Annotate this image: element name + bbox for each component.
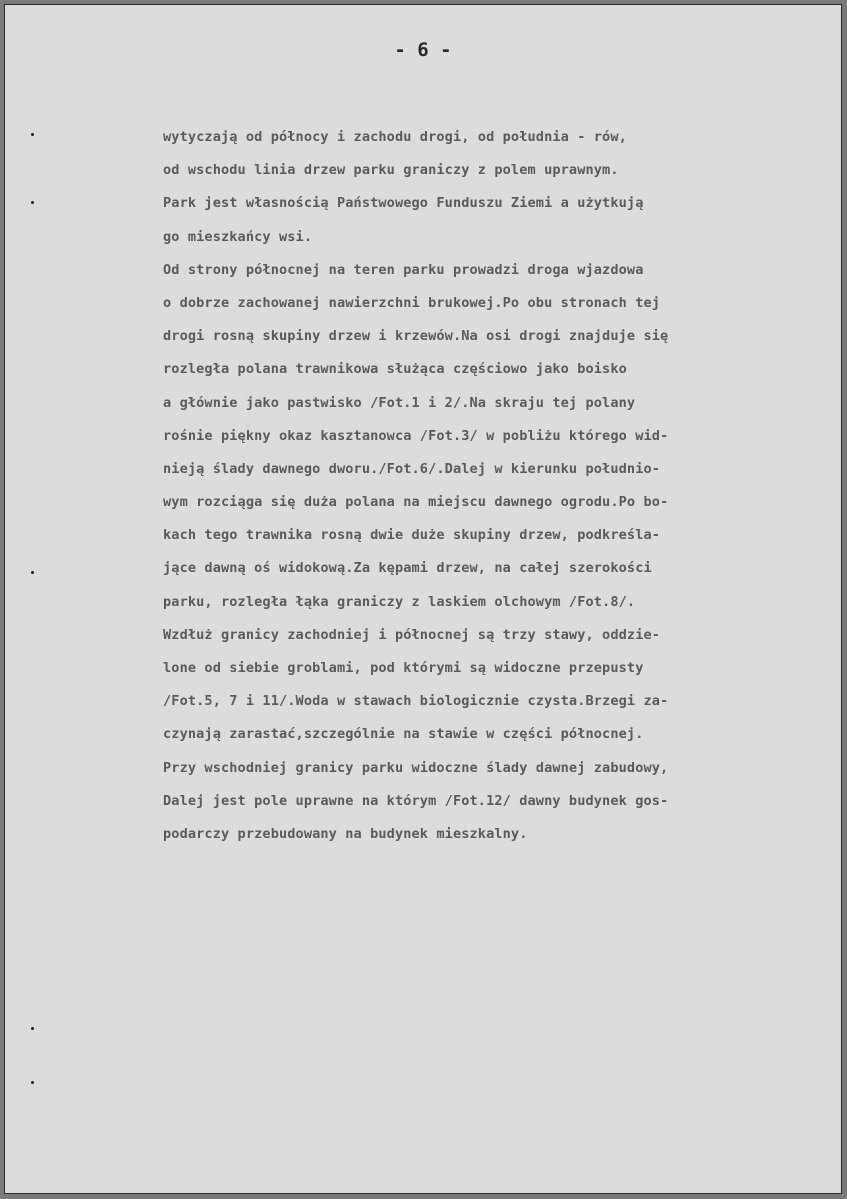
text-line: Przy wschodniej granicy parku widoczne ślady dawnej zabudowy, bbox=[163, 759, 669, 776]
text-line: drogi rosną skupiny drzew i krzewów.Na osi drogi znajduje się bbox=[163, 328, 669, 345]
text-line: wym rozciąga się duża polana na miejscu dawnego ogrodu.Po bo- bbox=[163, 494, 669, 511]
margin-dot bbox=[31, 133, 34, 136]
text-line: rozległa polana trawnikowa służąca częściowo jako boisko bbox=[163, 361, 627, 378]
text-line: lone od siebie groblami, pod którymi są widoczne przepusty bbox=[163, 660, 644, 676]
text-line: o dobrze zachowanej nawierzchni brukowej.Po obu stronach tej bbox=[163, 294, 661, 311]
text-line: kach tego trawnika rosną dwie duże skupiny drzew, podkreśla- bbox=[163, 527, 661, 544]
text-line: Dalej jest pole uprawne na którym /Fot.12/ dawny budynek gos- bbox=[163, 792, 669, 809]
text-line: parku, rozległa łąka graniczy z laskiem olchowym /Fot.8/. bbox=[163, 593, 636, 610]
text-line: wytyczają od północy i zachodu drogi, od południa - rów, bbox=[163, 129, 627, 145]
margin-dot bbox=[31, 201, 34, 204]
text-line: od wschodu linia drzew parku graniczy z polem uprawnym. bbox=[163, 162, 619, 179]
document-page bbox=[4, 4, 842, 1194]
text-line: Park jest własnością Państwowego Funduszu Ziemi a użytkują bbox=[163, 195, 644, 212]
body-text bbox=[163, 121, 823, 851]
margin-dot bbox=[31, 571, 34, 574]
text-line: nieją ślady dawnego dworu./Fot.6/.Dalej w kierunku południo- bbox=[163, 460, 661, 477]
text-line: rośnie piękny okaz kasztanowca /Fot.3/ w pobliżu którego wid- bbox=[163, 427, 669, 444]
text-line: /Fot.5, 7 i 11/.Woda w stawach biologicznie czysta.Brzegi za- bbox=[163, 693, 669, 710]
margin-dot bbox=[31, 1081, 34, 1084]
text-line: a głównie jako pastwisko /Fot.1 i 2/.Na skraju tej polany bbox=[163, 394, 636, 411]
margin-dot bbox=[31, 1027, 34, 1030]
text-line: jące dawną oś widokową.Za kępami drzew, na całej szerokości bbox=[163, 560, 652, 577]
text-line: czynają zarastać,szczególnie na stawie w części północnej. bbox=[163, 726, 644, 743]
text-line: Wzdłuż granicy zachodniej i północnej są trzy stawy, oddzie- bbox=[163, 626, 661, 643]
text-line: go mieszkańcy wsi. bbox=[163, 228, 313, 245]
text-line: podarczy przebudowany na budynek mieszkalny. bbox=[163, 825, 528, 842]
text-line: Od strony północnej na teren parku prowadzi droga wjazdowa bbox=[163, 261, 644, 278]
page-number: - 6 - bbox=[394, 39, 452, 61]
